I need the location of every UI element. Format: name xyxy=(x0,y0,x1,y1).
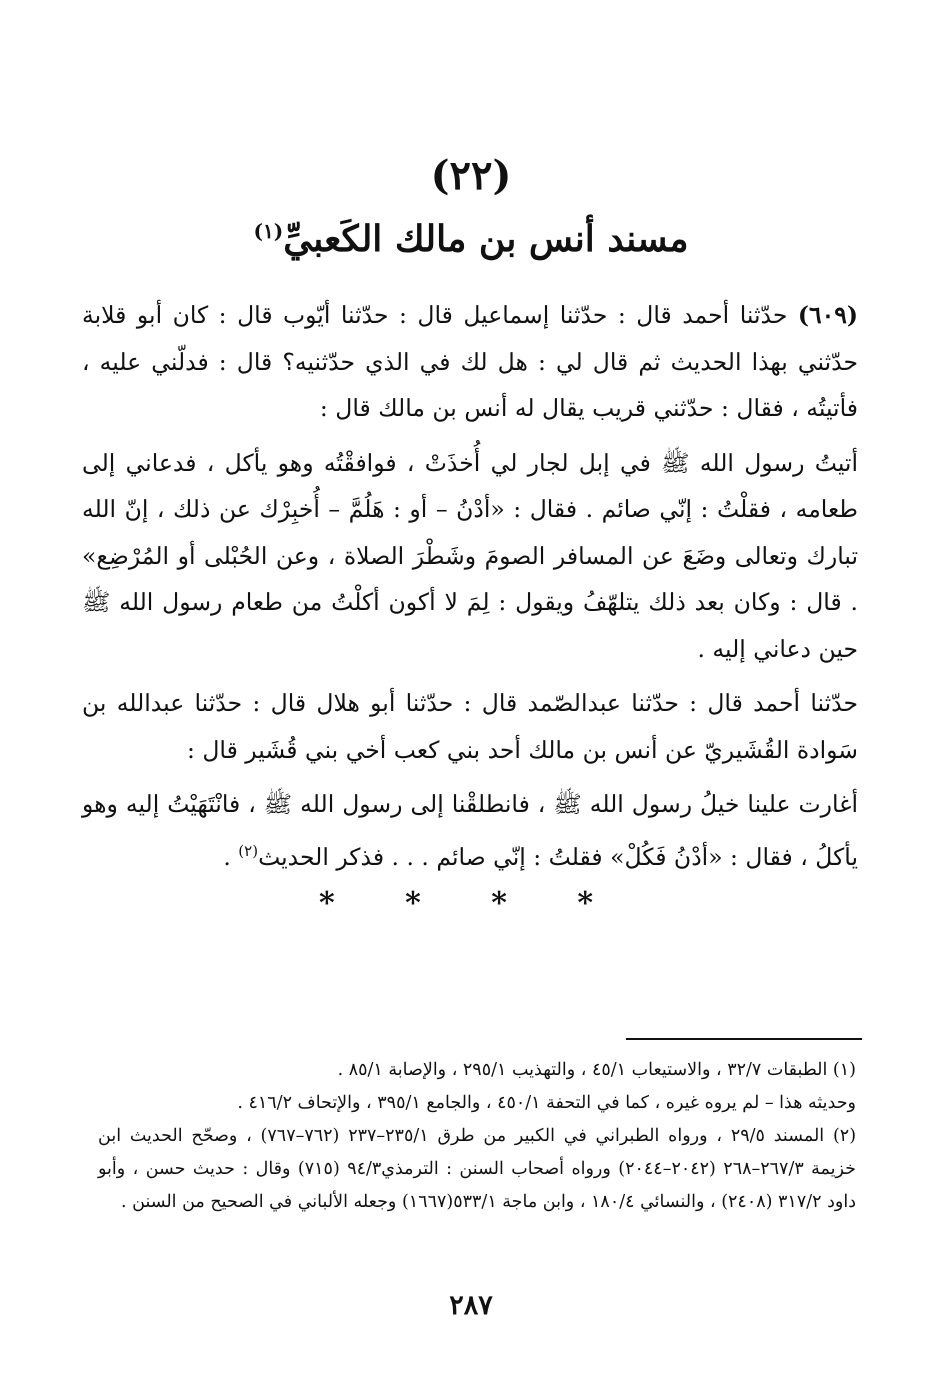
hadith-2-matn-text: أغارت علينا خيلُ رسول الله ﷺ ، فانطلقْنا إلى رسول الله ﷺ ، فانْتَهَيْتُ إليه وهو يأكلُ ، فقال : «أدْنُ فَكُلْ» فقلتُ : إنّي صائم . . . فذكر الحديث xyxy=(82,790,858,871)
title-footnote-ref: (١) xyxy=(253,219,284,243)
page-number: ٢٨٧ xyxy=(449,1290,493,1321)
hadith-2-matn xyxy=(82,781,858,880)
main-text xyxy=(82,292,858,880)
chapter-title-text: مسند أنس بن مالك الكَعبيِّ xyxy=(283,218,689,260)
footnote-1-continued: وحديثه هذا – لم يروه غيره ، كما في التحفة ٤٥٠/١ ، والجامع ٣٩٥/١ ، والإتحاف ٤١٦/٢ . xyxy=(237,1093,856,1113)
section-separator: * * * * xyxy=(318,886,624,921)
footnotes xyxy=(98,1054,856,1219)
hadith-2-isnad: حدّثنا أحمد قال : حدّثنا عبدالصّمد قال : حدّثنا أبو هلال قال : حدّثنا عبدالله بن سَوادة القُشَيريّ عن أنس بن مالك أحد بني كعب أخي بني قُشَير قال : xyxy=(82,689,858,764)
hadith-1-isnad-text: حدّثنا أحمد قال : حدّثنا إسماعيل قال : حدّثنا أيّوب قال : كان أبو قلابة حدّثني بهذا الحديث ثم قال لي : هل لك في الذي حدّثنيه؟ قال : فدلّني عليه ، فأتيتُه ، فقال : حدّثني قريب يقال له أنس بن مالك قال : xyxy=(82,301,858,422)
hadith-1-matn: أتيتُ رسول الله ﷺ في إبل لجار لي أُخذَتْ ، فوافقْتُه وهو يأكل ، فدعاني إلى طعامه ، فقلْتُ : إنّي صائم . فقال : «أدْنُ – أو : هَلُمَّ – أُخبِرْك عن ذلك ، إنّ الله تبارك وتعالى وضَعَ عن المسافر الصومَ وشَطْرَ الصلاة ، وعن الحُبْلى أو المُرْضِع» . قال : وكان بعد ذلك يتلهّفُ ويقول : لِمَ لا أكون أكلْتُ من طعام رسول الله ﷺ حين دعاني إليه . xyxy=(82,448,858,663)
hadith-number: (٦٠٩) xyxy=(797,301,858,329)
footnote-2: (٢) المسند ٢٩/٥ ، ورواه الطبراني في الكبير من طرق ٢٣٥/١–٢٣٧ (٧٦٢–٧٦٧) ، وصحّح الحديث ابن خزيمة ٢٦٧/٣–٢٦٨ (٢٠٤٢–٢٠٤٤) ورواه أصحاب السنن : الترمذي٩٤/٣ (٧١٥) وقال : حديث حسن ، وأبو داود ٣١٧/٢ (٢٤٠٨) ، والنسائي ١٨٠/٤ ، وابن ماجة ٥٣٣/١(١٦٦٧) وجعله الألباني في الصحيح من السنن . xyxy=(98,1126,857,1212)
hadith-1-isnad xyxy=(82,292,858,432)
hadith-2-footnote-ref: (٢) xyxy=(238,841,259,860)
chapter-title xyxy=(80,218,862,260)
footnote-divider xyxy=(626,1038,862,1040)
chapter-number: (٢٢) xyxy=(430,152,512,199)
hadith-2-end: . xyxy=(223,842,239,871)
footnote-1: (١) الطبقات ٣٢/٧ ، والاستيعاب ٤٥/١ ، والتهذيب ٢٩٥/١ ، والإصابة ٨٥/١ . xyxy=(337,1060,856,1080)
